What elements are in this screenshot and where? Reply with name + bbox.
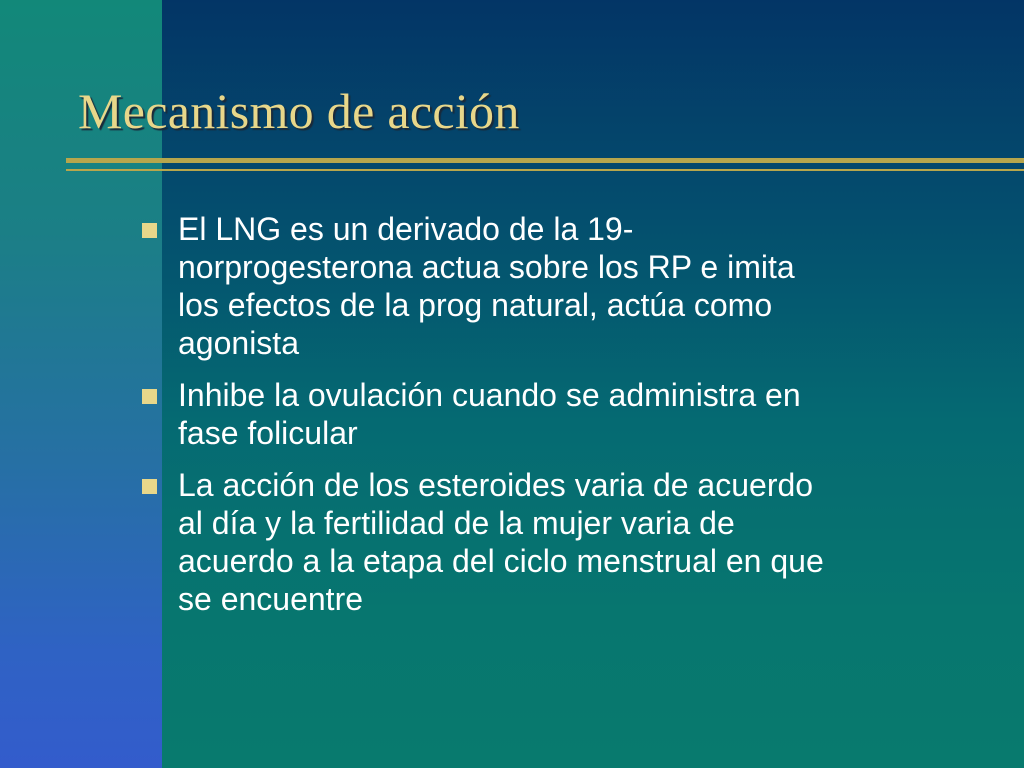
bullet-item	[140, 376, 1000, 452]
bullet-line: norprogesterona actua sobre los RP e imita	[178, 249, 795, 285]
bullet-line: El LNG es un derivado de la 19-	[178, 211, 634, 247]
bullet-item	[140, 466, 1000, 618]
bullet-line: fase folicular	[178, 415, 358, 451]
bullet-list	[140, 210, 1000, 632]
bullet-line: los efectos de la prog natural, actúa como	[178, 287, 773, 323]
square-bullet-icon	[142, 223, 157, 238]
bullet-line: se encuentre	[178, 581, 364, 617]
slide-title: Mecanismo de acción	[78, 83, 520, 139]
bullet-line: La acción de los esteroides varia de acuerdo	[178, 467, 814, 503]
title-underline-thick	[66, 158, 1024, 163]
bullet-line: al día y la fertilidad de la mujer varia de	[178, 505, 735, 541]
bullet-line: agonista	[178, 325, 299, 361]
title-underline-thin	[66, 169, 1024, 171]
bullet-line: Inhibe la ovulación cuando se administra en	[178, 377, 801, 413]
square-bullet-icon	[142, 479, 157, 494]
square-bullet-icon	[142, 389, 157, 404]
bullet-item	[140, 210, 1000, 362]
bullet-line: acuerdo a la etapa del ciclo menstrual en que	[178, 543, 824, 579]
